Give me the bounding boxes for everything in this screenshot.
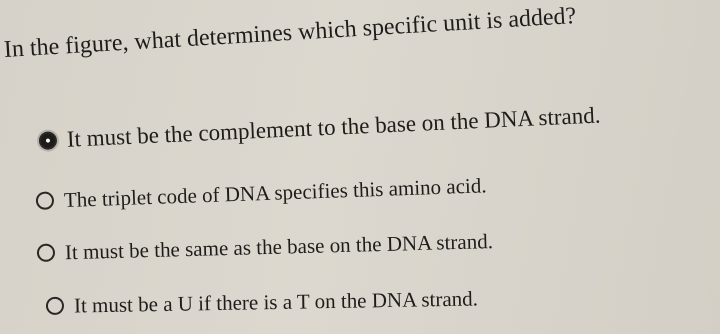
answer-option-2[interactable] <box>36 173 487 216</box>
answer-option-label: The triplet code of DNA specifies this amino acid. <box>63 173 487 213</box>
radio-button[interactable] <box>36 191 55 210</box>
answer-option-label: It must be the complement to the base on the DNA strand. <box>66 102 601 152</box>
radio-button-selected[interactable] <box>39 131 58 150</box>
answer-option-3[interactable] <box>37 229 494 268</box>
radio-button[interactable] <box>46 297 64 315</box>
question-text: In the figure, what determines which specific unit is added? <box>3 3 577 63</box>
answer-option-label: It must be the same as the base on the DNA strand. <box>64 229 494 265</box>
radio-button[interactable] <box>37 244 55 262</box>
answer-option-label: It must be a U if there is a T on the DNA strand. <box>73 286 479 318</box>
answer-option-1[interactable] <box>38 102 601 156</box>
